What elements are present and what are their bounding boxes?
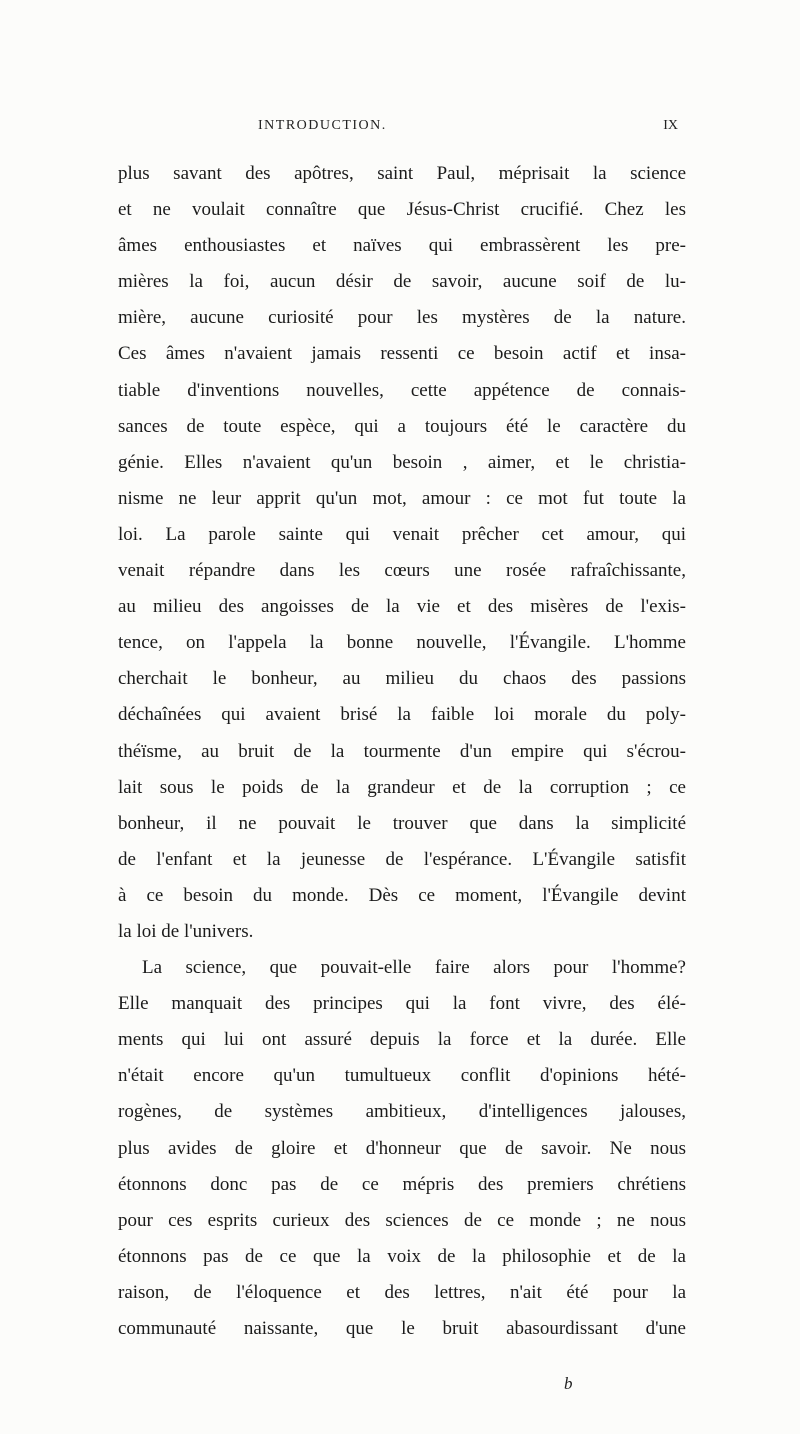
- text-line: pour ces esprits curieux des sciences de ce monde ; ne nous: [118, 1209, 686, 1231]
- text-line: mières la foi, aucun désir de savoir, aucune soif de lu-: [118, 271, 686, 293]
- text-line: nisme ne leur apprit qu'un mot, amour : ce mot fut toute la: [118, 487, 686, 509]
- text-line: étonnons pas de ce que la voix de la philosophie et de la: [118, 1245, 686, 1267]
- text-line: sances de toute espèce, qui a toujours été le caractère du: [118, 415, 686, 437]
- text-line: âmes enthousiastes et naïves qui embrassèrent les pre-: [118, 235, 686, 257]
- text-line: au milieu des angoisses de la vie et des misères de l'exis-: [118, 596, 686, 618]
- text-line: plus savant des apôtres, saint Paul, méprisait la science: [118, 163, 686, 184]
- text-line: Ces âmes n'avaient jamais ressenti ce besoin actif et insa-: [118, 343, 686, 365]
- text-line: venait répandre dans les cœurs une rosée rafraîchissante,: [118, 560, 686, 582]
- text-line: raison, de l'éloquence et des lettres, n'ait été pour la: [118, 1281, 686, 1303]
- text-line: et ne voulait connaître que Jésus-Christ crucifié. Chez les: [118, 199, 686, 221]
- running-head: INTRODUCTION.: [258, 118, 387, 133]
- text-line: génie. Elles n'avaient qu'un besoin , aimer, et le christia-: [118, 451, 686, 473]
- text-line: mière, aucune curiosité pour les mystères de la nature.: [118, 307, 686, 329]
- text-line: Elle manquait des principes qui la font vivre, des élé-: [118, 993, 686, 1015]
- text-line: théïsme, au bruit de la tourmente d'un empire qui s'écrou-: [118, 740, 686, 762]
- body-text: [118, 156, 686, 1347]
- text-line: rogènes, de systèmes ambitieux, d'intelligences jalouses,: [118, 1101, 686, 1123]
- page-header: [118, 118, 678, 142]
- signature-mark: b: [564, 1374, 573, 1393]
- text-line: de l'enfant et la jeunesse de l'espérance. L'Évangile satisfit: [118, 848, 686, 870]
- text-line: déchaînées qui avaient brisé la faible loi morale du poly-: [118, 704, 686, 726]
- text-line: à ce besoin du monde. Dès ce moment, l'Évangile devint: [118, 884, 686, 906]
- text-line: lait sous le poids de la grandeur et de la corruption ; ce: [118, 776, 686, 798]
- text-line: tence, on l'appela la bonne nouvelle, l'Évangile. L'homme: [118, 632, 686, 654]
- text-line: ments qui lui ont assuré depuis la force et la durée. Elle: [118, 1029, 686, 1051]
- text-line: étonnons donc pas de ce mépris des premiers chrétiens: [118, 1173, 686, 1195]
- page-number: IX: [663, 118, 678, 133]
- paragraph-start-line: La science, que pouvait-elle faire alors pour l'homme?: [142, 957, 686, 979]
- paragraph-end-line: la loi de l'univers.: [118, 920, 254, 942]
- text-line: communauté naissante, que le bruit abasourdissant d'une: [118, 1318, 686, 1339]
- text-line: loi. La parole sainte qui venait prêcher cet amour, qui: [118, 523, 686, 545]
- text-line: n'était encore qu'un tumultueux conflit d'opinions hété-: [118, 1065, 686, 1087]
- text-line: bonheur, il ne pouvait le trouver que dans la simplicité: [118, 812, 686, 834]
- text-line: plus avides de gloire et d'honneur que de savoir. Ne nous: [118, 1137, 686, 1159]
- text-line: cherchait le bonheur, au milieu du chaos des passions: [118, 668, 686, 690]
- text-line: tiable d'inventions nouvelles, cette appétence de connais-: [118, 379, 686, 401]
